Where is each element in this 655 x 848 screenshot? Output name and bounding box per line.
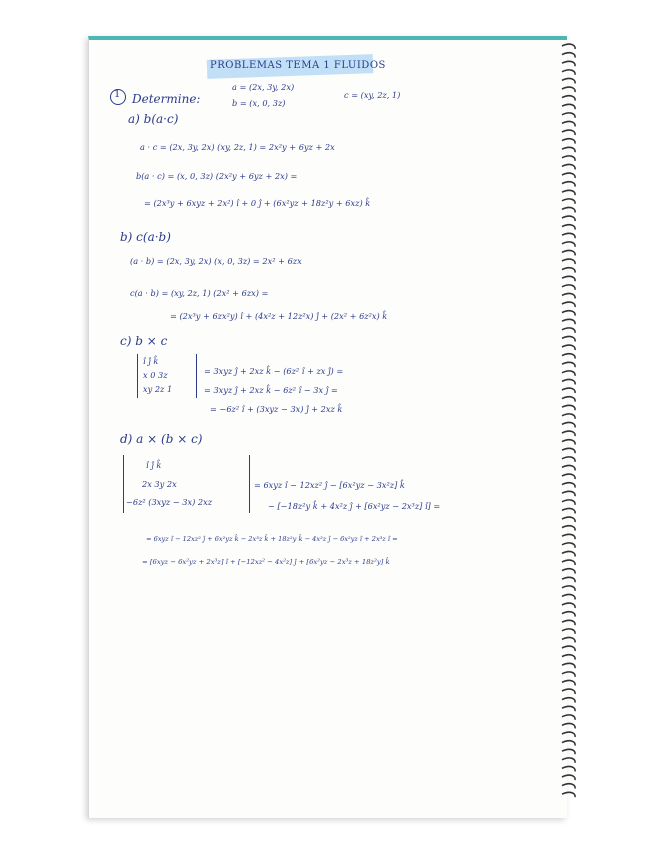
part-c-line: = 3xyz ĵ + 2xz k̂ − (6z² î + zx ĵ) = bbox=[204, 366, 344, 376]
part-b-line: (a · b) = (2x, 3y, 2x) (x, 0, 3z) = 2x² + 6zx bbox=[130, 256, 302, 266]
spiral-coil bbox=[562, 749, 575, 754]
spiral-coil bbox=[562, 345, 575, 350]
spiral-coil bbox=[562, 328, 575, 333]
spiral-coil bbox=[562, 741, 575, 746]
spiral-coil bbox=[562, 612, 575, 617]
spiral-coil bbox=[562, 689, 575, 694]
spiral-coil bbox=[562, 560, 575, 565]
part-a-line: b(a · c) = (x, 0, 3z) (2x²y + 6yz + 2x) = bbox=[136, 171, 298, 181]
spiral-coil bbox=[562, 139, 575, 144]
spiral-coil bbox=[562, 638, 575, 643]
spiral-coil bbox=[562, 440, 575, 445]
spiral-coil bbox=[562, 792, 575, 797]
spiral-coil bbox=[562, 724, 575, 729]
part-a-line: a · c = (2x, 3y, 2x) (xy, 2z, 1) = 2x²y + 6yz + 2x bbox=[140, 142, 335, 152]
spiral-coil bbox=[562, 122, 575, 127]
spiral-coil bbox=[562, 259, 575, 264]
spiral-coil bbox=[562, 457, 575, 462]
determinant-bar-right bbox=[249, 455, 250, 513]
spiral-coil bbox=[562, 500, 575, 505]
spiral-coil bbox=[562, 165, 575, 170]
spiral-coil bbox=[562, 491, 575, 496]
spiral-coil bbox=[562, 698, 575, 703]
spiral-binding bbox=[560, 40, 578, 800]
spiral-coil bbox=[562, 44, 575, 49]
spiral-coil bbox=[562, 113, 575, 118]
spiral-coil bbox=[562, 552, 575, 557]
spiral-coil bbox=[562, 156, 575, 161]
problem-number: 1 bbox=[114, 89, 121, 100]
spiral-coil bbox=[562, 715, 575, 720]
part-c-line: = 3xyz ĵ + 2xz k̂ − 6z² î − 3x ĵ = bbox=[204, 385, 338, 395]
spiral-coil bbox=[562, 534, 575, 539]
part-b-line: = (2x³y + 6zx²y) î + (4x²z + 12z²x) ĵ + (2x² + 6z²x) k̂ bbox=[170, 311, 388, 321]
part-d-line: − [−18z²y k̂ + 4x²z ĵ + [6x²yz − 2x³z] î] = bbox=[268, 501, 441, 511]
part-b-heading: b) c(a·b) bbox=[120, 230, 171, 244]
part-d-line: = [6xyz − 6x²yz + 2x³z] î + [−12xz² − 4x²z] ĵ + [6x²yz − 2x³z + 18z²y] k̂ bbox=[142, 558, 390, 566]
vector-b: b = (x, 0, 3z) bbox=[232, 98, 286, 108]
spiral-coil bbox=[562, 732, 575, 737]
part-d-line: = 6xyz î − 12xz² ĵ − [6x²yz − 3x²z] k̂ bbox=[254, 480, 405, 490]
spiral-coil bbox=[562, 405, 575, 410]
part-d-heading: d) a × (b × c) bbox=[120, 432, 203, 446]
spiral-coil bbox=[562, 620, 575, 625]
vector-a: a = (2x, 3y, 2x) bbox=[232, 82, 295, 92]
spiral-coil bbox=[562, 199, 575, 204]
matrix-row: î ĵ k̂ bbox=[146, 460, 162, 470]
part-c-line: = −6z² î + (3xyz − 3x) ĵ + 2xz k̂ bbox=[210, 404, 343, 414]
determinant-bar-left bbox=[137, 354, 138, 398]
spiral-coil bbox=[562, 53, 575, 58]
spiral-coil bbox=[562, 130, 575, 135]
spiral-coil bbox=[562, 233, 575, 238]
spiral-coil bbox=[562, 509, 575, 514]
spiral-coil bbox=[562, 87, 575, 92]
spiral-coil bbox=[562, 147, 575, 152]
spiral-coil bbox=[562, 672, 575, 677]
spiral-coil bbox=[562, 285, 575, 290]
spiral-coil bbox=[562, 380, 575, 385]
spiral-coil bbox=[562, 337, 575, 342]
spiral-coil bbox=[562, 474, 575, 479]
spiral-coil bbox=[562, 767, 575, 772]
spiral-coil bbox=[562, 173, 575, 178]
notebook-page bbox=[88, 36, 567, 818]
spiral-coil bbox=[562, 655, 575, 660]
spiral-coil bbox=[562, 388, 575, 393]
spiral-coil bbox=[562, 646, 575, 651]
page-title: PROBLEMAS TEMA 1 FLUIDOS bbox=[210, 60, 386, 71]
spiral-coil bbox=[562, 603, 575, 608]
spiral-coil bbox=[562, 784, 575, 789]
spiral-coil bbox=[562, 577, 575, 582]
spiral-coil bbox=[562, 302, 575, 307]
spiral-coil bbox=[562, 190, 575, 195]
spiral-coil bbox=[562, 775, 575, 780]
spiral-coil bbox=[562, 448, 575, 453]
vector-c: c = (xy, 2z, 1) bbox=[344, 90, 401, 100]
spiral-coil bbox=[562, 242, 575, 247]
spiral-coil bbox=[562, 629, 575, 634]
spiral-coil bbox=[562, 104, 575, 109]
spiral-coil bbox=[562, 276, 575, 281]
spiral-coil bbox=[562, 225, 575, 230]
spiral-coil bbox=[562, 79, 575, 84]
spiral-coil bbox=[562, 294, 575, 299]
spiral-coil bbox=[562, 96, 575, 101]
part-b-line: c(a · b) = (xy, 2z, 1) (2x² + 6zx) = bbox=[130, 288, 269, 298]
spiral-coil bbox=[562, 208, 575, 213]
spiral-coil bbox=[562, 543, 575, 548]
spiral-coil bbox=[562, 595, 575, 600]
spiral-coil bbox=[562, 311, 575, 316]
part-d-line: = 6xyz î − 12xz² ĵ + 6x²yz k̂ − 2x³z k̂ + 18z²y k̂ − 4x²z ĵ − 6x²yz î + 2x³z î = bbox=[146, 535, 398, 543]
spiral-coil bbox=[562, 268, 575, 273]
determinant-bar-left bbox=[123, 455, 124, 513]
problem-prompt: Determine: bbox=[132, 92, 201, 106]
spiral-coil bbox=[562, 319, 575, 324]
spiral-coil bbox=[562, 182, 575, 187]
matrix-row: 2x 3y 2x bbox=[142, 479, 177, 489]
determinant-bar-right bbox=[196, 354, 197, 398]
part-a-line: = (2x³y + 6xyz + 2x²) î + 0 ĵ + (6x²yz + 18z²y + 6xz) k̂ bbox=[144, 198, 371, 208]
spiral-coil bbox=[562, 517, 575, 522]
spiral-coil bbox=[562, 431, 575, 436]
matrix-row: î ĵ k̂ bbox=[143, 356, 159, 366]
matrix-row: x 0 3z bbox=[143, 370, 168, 380]
spiral-coil bbox=[562, 483, 575, 488]
spiral-coil bbox=[562, 423, 575, 428]
spiral-coil bbox=[562, 586, 575, 591]
spiral-coil bbox=[562, 354, 575, 359]
spiral-coil bbox=[562, 216, 575, 221]
part-a-heading: a) b(a·c) bbox=[128, 112, 179, 126]
spiral-coil bbox=[562, 758, 575, 763]
spiral-coil bbox=[562, 466, 575, 471]
matrix-row: −6z² (3xyz − 3x) 2xz bbox=[126, 497, 213, 507]
spiral-coil bbox=[562, 70, 575, 75]
spiral-coil bbox=[562, 61, 575, 66]
part-c-heading: c) b × c bbox=[120, 334, 168, 348]
spiral-coil bbox=[562, 663, 575, 668]
spiral-coil bbox=[562, 681, 575, 686]
spiral-coil bbox=[562, 526, 575, 531]
spiral-coil bbox=[562, 414, 575, 419]
spiral-coil bbox=[562, 251, 575, 256]
matrix-row: xy 2z 1 bbox=[143, 384, 173, 394]
spiral-coil bbox=[562, 569, 575, 574]
spiral-coil bbox=[562, 362, 575, 367]
spiral-coil bbox=[562, 706, 575, 711]
spiral-coil bbox=[562, 397, 575, 402]
spiral-coil bbox=[562, 371, 575, 376]
